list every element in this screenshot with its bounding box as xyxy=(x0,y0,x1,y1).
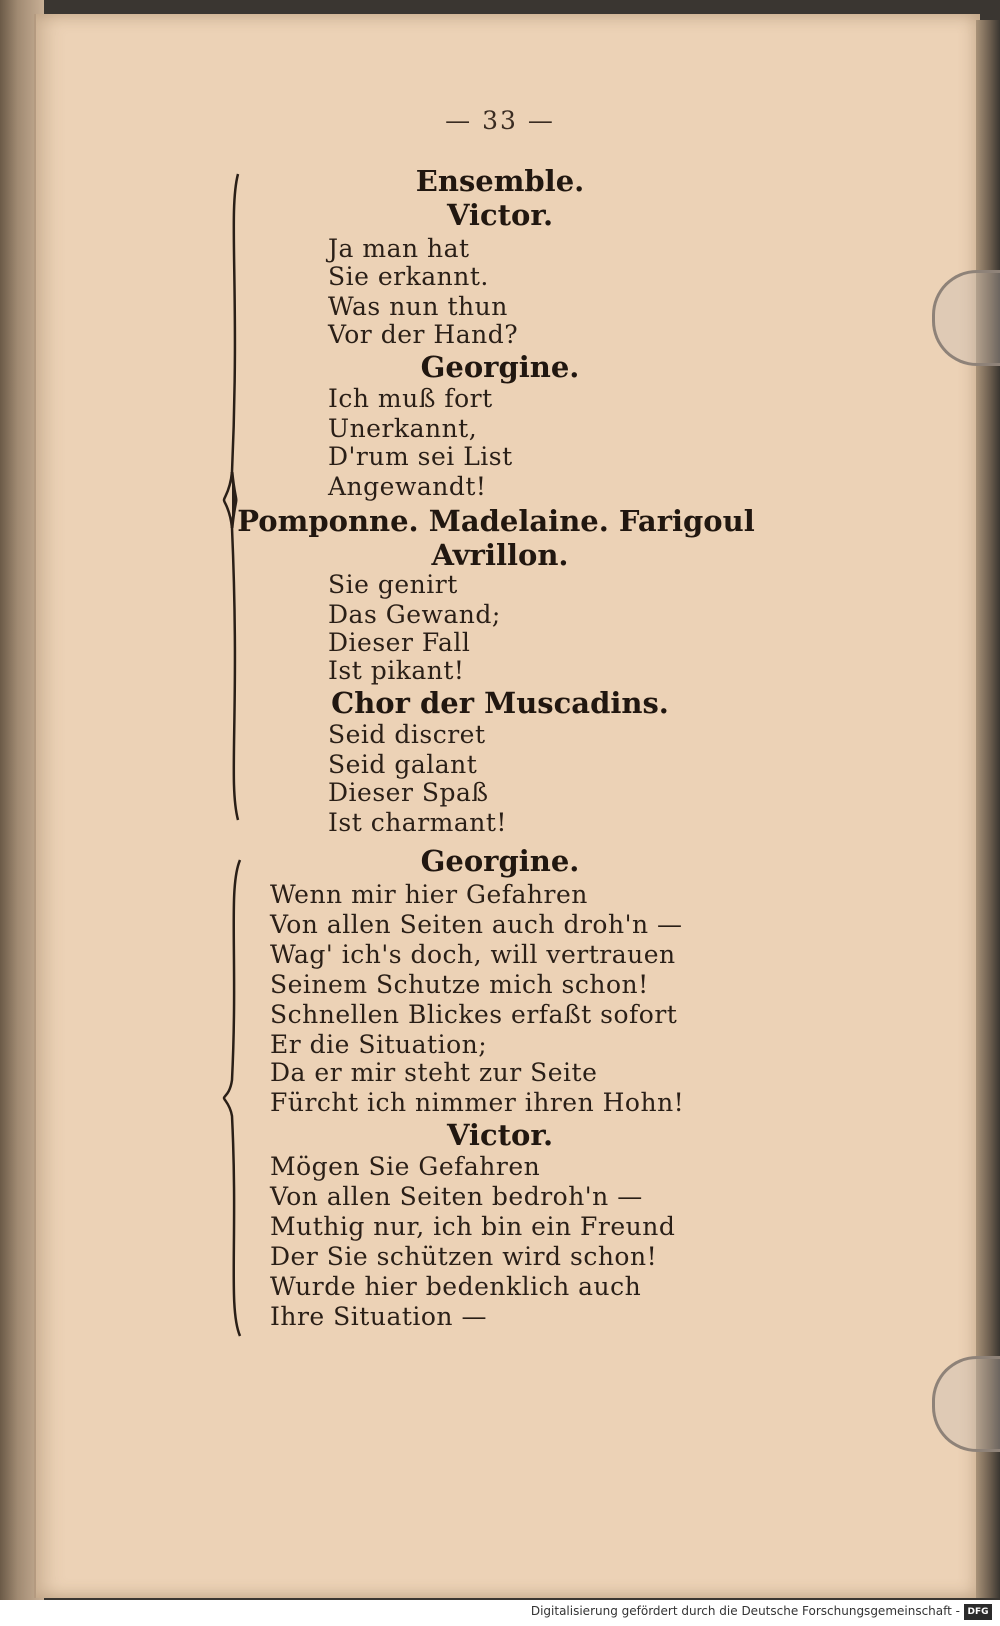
verse-line: Seid galant xyxy=(328,750,478,779)
verse-line: Seinem Schutze mich schon! xyxy=(270,970,649,999)
brace-icon xyxy=(222,858,252,1338)
verse-line: Dieser Spaß xyxy=(328,778,489,807)
speaker-group-cont: Avrillon. xyxy=(431,538,569,572)
verse-line: Ja man hat xyxy=(328,234,470,263)
verse-line: Wenn mir hier Gefahren xyxy=(270,880,588,909)
verse-line: Er die Situation; xyxy=(270,1030,488,1059)
verse-line: Vor der Hand? xyxy=(328,320,519,349)
verse-line: Von allen Seiten auch droh'n — xyxy=(270,910,683,939)
speaker-georgine: Georgine. xyxy=(420,350,580,384)
verse-line: Sie genirt xyxy=(328,570,458,599)
verse-line: Von allen Seiten bedroh'n — xyxy=(270,1182,643,1211)
speaker-group: Pomponne. Madelaine. Farigoul xyxy=(237,504,755,538)
verse-line: Muthig nur, ich bin ein Freund xyxy=(270,1212,676,1241)
brace-icon xyxy=(222,172,252,822)
verse-line: Unerkannt, xyxy=(328,414,478,443)
verse-line: Da er mir steht zur Seite xyxy=(270,1058,598,1087)
verse-line: Ich muß fort xyxy=(328,384,493,413)
verse-line: Wag' ich's doch, will vertrauen xyxy=(270,940,676,969)
verse-line: Seid discret xyxy=(328,720,486,749)
speaker-victor: Victor. xyxy=(446,198,554,232)
verse-line: Das Gewand; xyxy=(328,600,501,629)
verse-line: D'rum sei List xyxy=(328,442,513,471)
verse-line: Fürcht ich nimmer ihren Hohn! xyxy=(270,1088,685,1117)
verse-line: Ihre Situation — xyxy=(270,1302,487,1331)
speaker-victor: Victor. xyxy=(446,1118,554,1152)
dfg-logo: DFG xyxy=(964,1604,992,1620)
verse-line: Wurde hier bedenklich auch xyxy=(270,1272,642,1301)
verse-line: Der Sie schützen wird schon! xyxy=(270,1242,658,1271)
verse-line: Ist charmant! xyxy=(328,808,507,837)
verse-line: Schnellen Blickes erfaßt sofort xyxy=(270,1000,678,1029)
footer-bar xyxy=(0,1600,1000,1626)
heading-ensemble: Ensemble. xyxy=(415,164,585,198)
verse-line: Angewandt! xyxy=(328,472,487,501)
book-page xyxy=(34,14,980,1598)
footer-credit: Digitalisierung gefördert durch die Deutsche Forschungsgemeinschaft - xyxy=(530,1604,960,1618)
speaker-chor: Chor der Muscadins. xyxy=(331,686,669,720)
verse-line: Dieser Fall xyxy=(328,628,471,657)
verse-line: Mögen Sie Gefahren xyxy=(270,1152,541,1181)
verse-line: Ist pikant! xyxy=(328,656,465,685)
speaker-georgine: Georgine. xyxy=(420,844,580,878)
verse-line: Was nun thun xyxy=(328,292,508,321)
verse-line: Sie erkannt. xyxy=(328,262,489,291)
page-number: — 33 — xyxy=(445,106,555,135)
